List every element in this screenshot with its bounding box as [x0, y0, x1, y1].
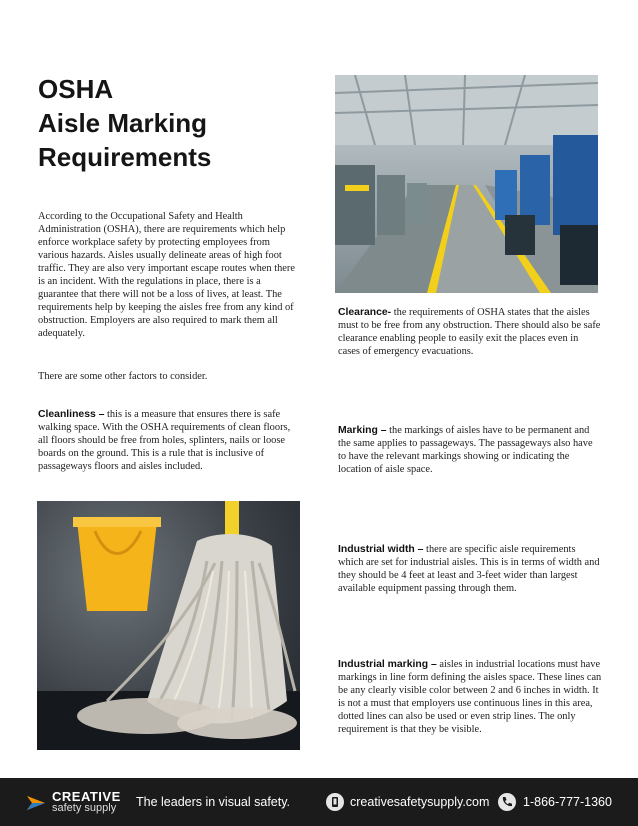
industrial-width-text: there are specific aisle requirements which are set for industrial aisles. This is in terms of width and they should be 4 feet at least and 3-feet wider than largest available equipment passing through them. [338, 544, 600, 594]
marking-text: the markings of aisles have to be permanent and the same applies to passageways. The passageways also have to have the relevant markings showing or indicating the location of aisle space. [338, 425, 593, 475]
factors-intro: There are some other factors to consider. [38, 371, 208, 382]
industrial-marking-text: aisles in industrial locations must have markings in line form defining the aisles space. These lines can be any clearly visible color between 2 and 6 inches in width. It is not a must that employers use continuous lines in this area, dotted lines can also be used or even strip lines. The only requirement is that they be visible. [338, 659, 602, 735]
industrial-width-lead: Industrial width – [338, 544, 424, 555]
mop-bucket-photo [37, 501, 300, 750]
footer-website-link[interactable]: creativesafetysupply.com [350, 795, 490, 809]
mop-bucket-illustration [37, 501, 300, 750]
footer-bar [0, 778, 638, 826]
page-title [38, 72, 298, 174]
phone-icon [498, 793, 516, 811]
clearance-text: the requirements of OSHA states that the aisles must to be free from any obstruction. There should also be safe clearance enabling people to easily exit the places even in cases of emergency evacuations. [338, 307, 601, 357]
title-line-3: Requirements [38, 142, 212, 172]
footer-brand: CREATIVE [52, 789, 121, 804]
cleanliness-text: this is a measure that ensures there is safe walking space. With the OSHA requirements of clean floors, all floors should be free from holes, splinters, nails or loose boards on the ground. This is a rule that is inclusive of passageways floors and aisles included. [38, 409, 291, 472]
cleanliness-paragraph [38, 408, 300, 473]
title-line-1: OSHA [38, 74, 114, 104]
title-line-2: Aisle Marking [38, 108, 208, 138]
footer-brand-sub: safety supply [52, 802, 117, 814]
website-icon [326, 793, 344, 811]
factory-aisle-illustration [335, 75, 598, 293]
industrial-marking-lead: Industrial marking – [338, 659, 437, 670]
marking-lead: Marking – [338, 425, 387, 436]
cleanliness-lead: Cleanliness – [38, 409, 105, 420]
factory-aisle-photo [335, 75, 598, 293]
clearance-paragraph [338, 306, 602, 358]
industrial-width-paragraph [338, 543, 602, 595]
marking-paragraph [338, 424, 602, 476]
industrial-marking-paragraph [338, 658, 602, 736]
footer-phone[interactable]: 1-866-777-1360 [523, 795, 612, 809]
footer-tagline: The leaders in visual safety. [136, 795, 291, 809]
creative-safety-logo-icon [25, 792, 47, 814]
clearance-lead: Clearance- [338, 307, 392, 318]
intro-paragraph: According to the Occupational Safety and Health Administration (OSHA), there are requirements which help enforce workplace safety by protecting employees from various hazards. Aisles usually delineate areas of high foot traffic. They are also very important escape routes when there is an incident. With the regulations in place, there is a guarantee that there will not be a loss of lives, at least. The requirements help by keeping the aisles free from any kind of obstruction. Employers are also required to mark them all adequately. [38, 211, 295, 339]
